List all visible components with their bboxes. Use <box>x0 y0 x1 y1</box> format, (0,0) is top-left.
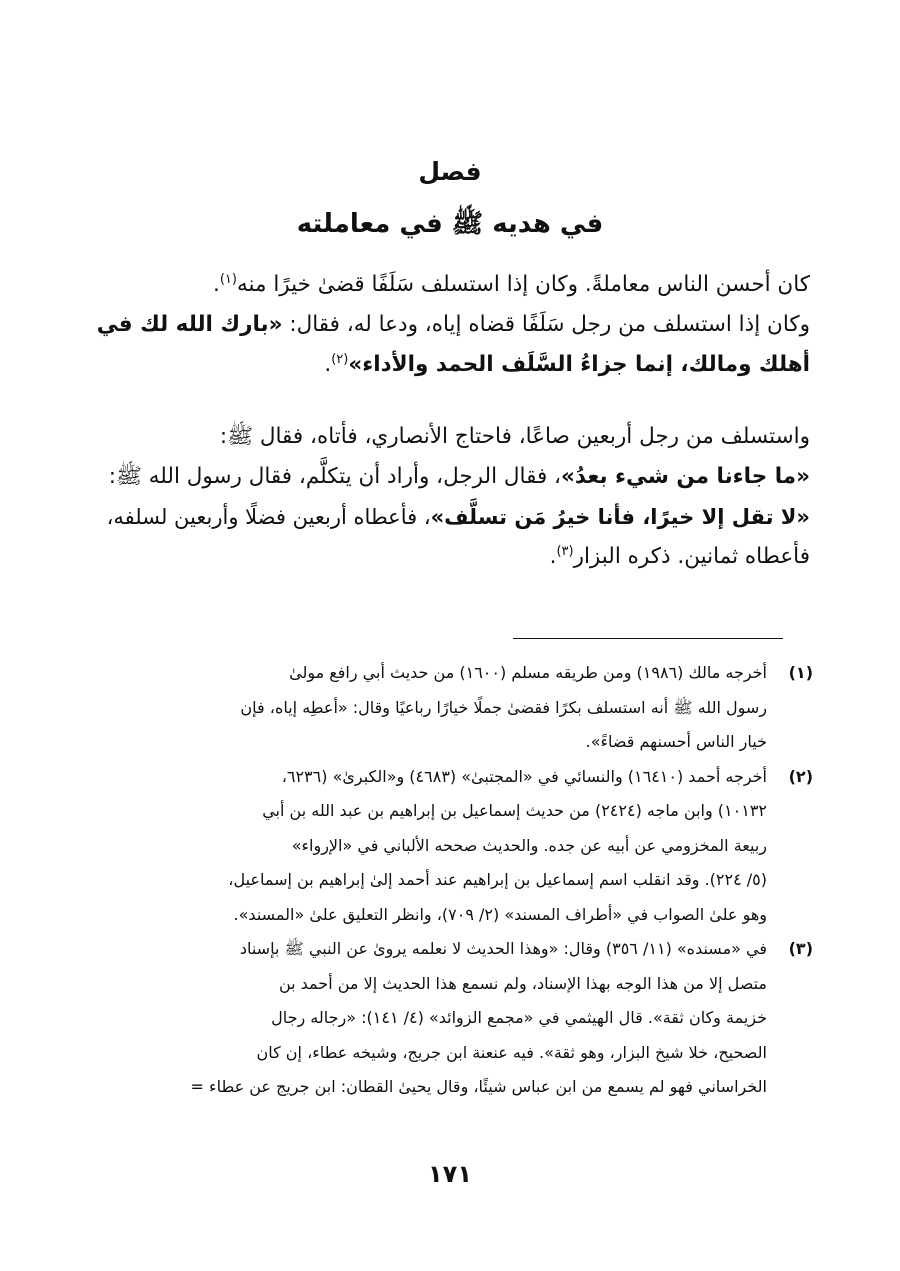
hadith-quote: «بارك الله لك في <box>96 312 283 337</box>
paragraph-2 <box>95 417 810 577</box>
line-text: فأعطاه ثمانين. ذكره البزار <box>573 544 810 569</box>
footnotes <box>95 656 815 1105</box>
hadith-quote: أهلك ومالك، إنما جزاءُ السَّلَف الحمد والأداء» <box>348 352 810 377</box>
footnote-line: الخراساني فهو لم يسمع من ابن عباس شيئًا، وقال يحيىٰ القطان: ابن جريج عن عطاء = <box>190 1077 767 1096</box>
footnote-line: رسول الله ﷺ أنه استسلف بكرًا فقضىٰ جملًا خيارًا رباعيًا وقال: «أعطِه إياه، فإن <box>240 697 767 717</box>
paragraph-2-line-2 <box>95 457 810 497</box>
footnote-number: (١) <box>788 663 813 682</box>
paragraph-1-line-2 <box>95 305 810 345</box>
paragraph-1-line-1 <box>95 265 810 305</box>
footnote-line: أخرجه مالك (١٩٨٦) ومن طريقه مسلم (١٦٠٠) من حديث أبي رافع مولىٰ <box>289 663 767 682</box>
hadith-quote: «لا تقل إلا خيرًا، فأنا خيرُ مَن تسلَّف» <box>430 505 810 529</box>
footnote-line: في «مسنده» (١١/ ٣٥٦) وقال: «وهذا الحديث لا نعلمه يروىٰ عن النبي ﷺ بإسناد <box>239 939 767 958</box>
line-end: . <box>212 272 220 297</box>
line-text: كان أحسن الناس معاملةً. وكان إذا استسلف سَلَفًا قضىٰ خيرًا منه <box>236 272 810 297</box>
chapter-heading: فصل <box>418 157 482 186</box>
footnote-line: ١٠١٣٢) وابن ماجه (٢٤٢٤) من حديث إسماعيل بن إبراهيم بن عبد الله بن أبي <box>262 801 767 820</box>
paragraph-2-line-3 <box>95 497 810 537</box>
footnote-number: (٣) <box>788 939 813 958</box>
footnote-ref-3[interactable]: (٣) <box>556 543 574 559</box>
line-text: وكان إذا استسلف من رجل سَلَفًا قضاه إياه، ودعا له، فقال: <box>282 312 810 337</box>
footnote-line: ربيعة المخزومي عن أبيه عن جده. والحديث صححه الألباني في «الإرواء» <box>291 835 767 855</box>
hadith-quote: «ما جاءنا من شيء بعدُ» <box>561 464 810 489</box>
footnote-line: متصل إلا من هذا الوجه بهذا الإسناد، ولم نسمع هذا الحديث إلا من أحمد بن <box>278 973 767 993</box>
footnote-line: (٥/ ٢٢٤). وقد انقلب اسم إسماعيل بن إبراهيم عند أحمد إلىٰ إبراهيم بن إسماعيل، <box>228 870 767 889</box>
paragraph-2-line-4 <box>95 537 810 577</box>
footnote-1 <box>95 656 815 760</box>
footnote-ref-1[interactable]: (١) <box>219 271 237 287</box>
page-number: ١٧١ <box>428 1160 472 1188</box>
footnote-3 <box>95 932 815 1105</box>
line-text: واستسلف من رجل أربعين صاعًا، فاحتاج الأنصاري، فأتاه، فقال ﷺ: <box>219 424 810 449</box>
footnote-line: خزيمة وكان ثقة». قال الهيثمي في «مجمع الزوائد» (٤/ ١٤١): «رجاله رجال <box>271 1008 767 1027</box>
footnote-number: (٢) <box>788 766 813 786</box>
footnote-line: وهو علىٰ الصواب في «أطراف المسند» (٢/ ٧٠٩)، وانظر التعليق علىٰ «المسند». <box>233 904 767 924</box>
line-text: ، فأعطاه أربعين فضلًا وأربعين لسلفه، <box>106 505 431 529</box>
paragraph-1-line-3 <box>95 345 810 385</box>
paragraph-2-line-1 <box>95 417 810 457</box>
chapter-title: في هديه ﷺ في معاملته <box>296 209 604 239</box>
paragraph-1 <box>95 265 810 385</box>
line-end: . <box>324 352 332 377</box>
footnote-line: الصحيح، خلا شيخ البزار، وهو ثقة». فيه عنعنة ابن جريج، وشيخه عطاء، إن كان <box>256 1042 767 1062</box>
line-text: ، فقال الرجل، وأراد أن يتكلَّم، فقال رسول الله ﷺ: <box>108 464 562 489</box>
line-end: . <box>549 544 557 569</box>
footnote-ref-2[interactable]: (٢) <box>331 351 349 367</box>
footnote-divider <box>513 638 783 639</box>
footnote-line: أخرجه أحمد (١٦٤١٠) والنسائي في «المجتبىٰ» (٤٦٨٣) و«الكبرىٰ» (٦٢٣٦، <box>281 766 767 786</box>
footnote-line: خيار الناس أحسنهم قضاءً». <box>585 732 767 751</box>
footnote-2 <box>95 760 815 933</box>
